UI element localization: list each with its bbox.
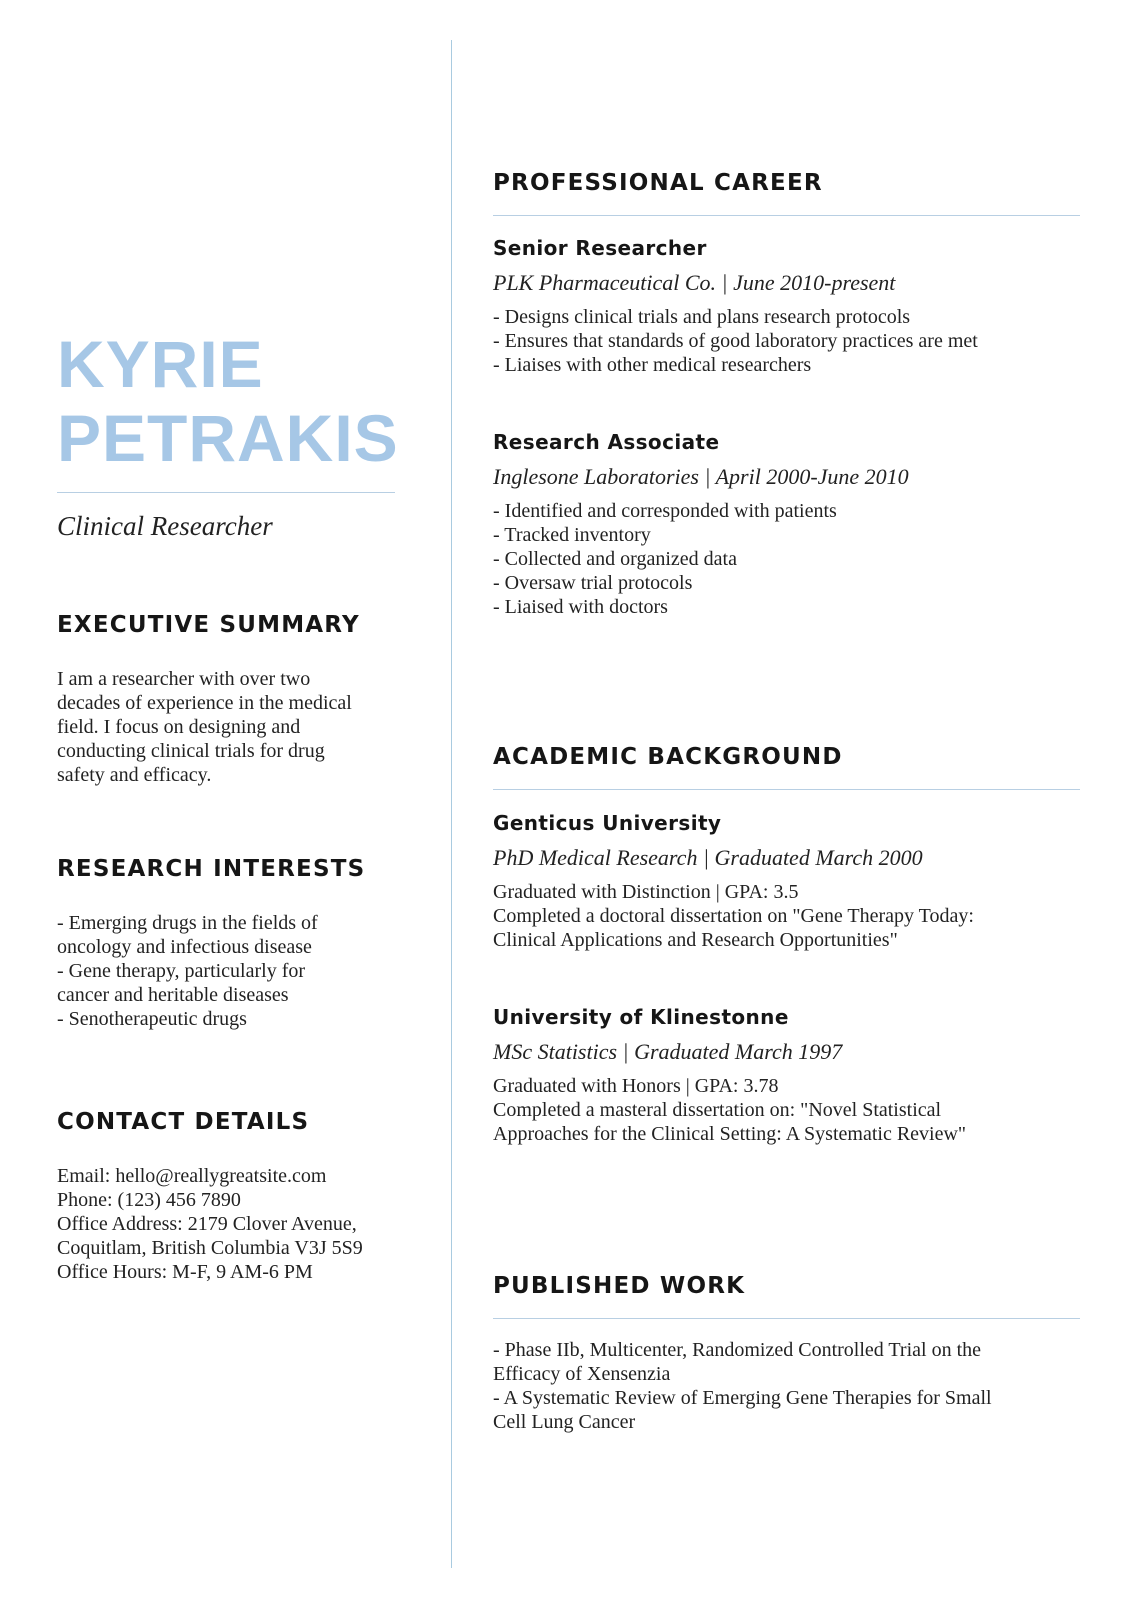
publication-line: - A Systematic Review of Emerging Gene Therapies for Small (493, 1387, 992, 1409)
education-details (493, 880, 974, 952)
interest-line: - Senotherapeutic drugs (57, 1008, 247, 1030)
job-title: Research Associate (493, 430, 720, 454)
contact-phone: Phone: (123) 456 7890 (57, 1189, 241, 1211)
academic-background-heading: ACADEMIC BACKGROUND (493, 744, 843, 770)
duty-line: - Tracked inventory (493, 524, 651, 546)
published-divider (493, 1318, 1080, 1319)
contact-section (57, 1109, 363, 1284)
professional-career-heading: PROFESSIONAL CAREER (493, 170, 823, 196)
school-name: University of Klinestonne (493, 1005, 789, 1029)
career-divider (493, 215, 1080, 216)
publication-line: Cell Lung Cancer (493, 1411, 636, 1433)
duty-line: - Oversaw trial protocols (493, 572, 693, 594)
executive-summary-text (57, 667, 360, 787)
publication-line: - Phase IIb, Multicenter, Randomized Controlled Trial on the (493, 1339, 982, 1361)
summary-line: decades of experience in the medical (57, 692, 352, 714)
interest-line: oncology and infectious disease (57, 936, 312, 958)
last-name: PETRAKIS (57, 401, 399, 475)
contact-hours: Office Hours: M-F, 9 AM-6 PM (57, 1261, 313, 1283)
summary-line: I am a researcher with over two (57, 668, 311, 690)
contact-address: Office Address: 2179 Clover Avenue, (57, 1213, 357, 1235)
duty-line: - Liaised with doctors (493, 596, 668, 618)
degree-dates: MSc Statistics | Graduated March 1997 (493, 1039, 843, 1064)
summary-line: conducting clinical trials for drug (57, 740, 325, 762)
contact-address: Coquitlam, British Columbia V3J 5S9 (57, 1237, 363, 1259)
education-line: Graduated with Distinction | GPA: 3.5 (493, 881, 799, 903)
vertical-divider (451, 40, 452, 1568)
research-interests-list (57, 911, 365, 1031)
job-title: Senior Researcher (493, 236, 707, 260)
first-name: KYRIE (57, 327, 264, 401)
name-block (57, 327, 399, 475)
education-details (493, 1074, 966, 1146)
academic-divider (493, 789, 1080, 790)
job-duties (493, 305, 978, 377)
role-title: Clinical Researcher (57, 511, 273, 541)
interest-line: - Emerging drugs in the fields of (57, 912, 318, 934)
name-divider (57, 492, 395, 493)
contact-email: Email: hello@reallygreatsite.com (57, 1165, 327, 1187)
duty-line: - Collected and organized data (493, 548, 737, 570)
published-work-heading: PUBLISHED WORK (493, 1273, 746, 1299)
executive-summary-heading: EXECUTIVE SUMMARY (57, 612, 360, 638)
research-interests-section (57, 856, 365, 1031)
publication-line: Efficacy of Xensenzia (493, 1363, 671, 1385)
duty-line: - Ensures that standards of good laboratory practices are met (493, 330, 978, 352)
job-entry (493, 430, 909, 619)
research-interests-heading: RESEARCH INTERESTS (57, 856, 366, 882)
job-company-dates: Inglesone Laboratories | April 2000-June 2010 (493, 464, 909, 489)
summary-line: safety and efficacy. (57, 764, 212, 786)
job-entry (493, 236, 978, 377)
school-name: Genticus University (493, 811, 722, 835)
education-entry (493, 811, 974, 952)
interest-line: - Gene therapy, particularly for (57, 960, 306, 982)
duty-line: - Identified and corresponded with patients (493, 500, 837, 522)
summary-line: field. I focus on designing and (57, 716, 301, 738)
education-line: Graduated with Honors | GPA: 3.78 (493, 1075, 779, 1097)
degree-dates: PhD Medical Research | Graduated March 2000 (493, 845, 923, 870)
contact-details (57, 1164, 363, 1284)
published-work-list (493, 1338, 992, 1434)
contact-heading: CONTACT DETAILS (57, 1109, 310, 1135)
education-line: Approaches for the Clinical Setting: A Systematic Review" (493, 1123, 967, 1145)
interest-line: cancer and heritable diseases (57, 984, 289, 1006)
duty-line: - Liaises with other medical researchers (493, 354, 812, 376)
job-duties (493, 499, 909, 619)
job-company-dates: PLK Pharmaceutical Co. | June 2010-present (493, 270, 896, 295)
executive-summary-section (57, 612, 360, 787)
education-line: Clinical Applications and Research Opportunities" (493, 929, 898, 951)
education-line: Completed a doctoral dissertation on "Gene Therapy Today: (493, 905, 974, 927)
education-entry (493, 1005, 966, 1146)
duty-line: - Designs clinical trials and plans research protocols (493, 306, 911, 328)
education-line: Completed a masteral dissertation on: "Novel Statistical (493, 1099, 942, 1121)
